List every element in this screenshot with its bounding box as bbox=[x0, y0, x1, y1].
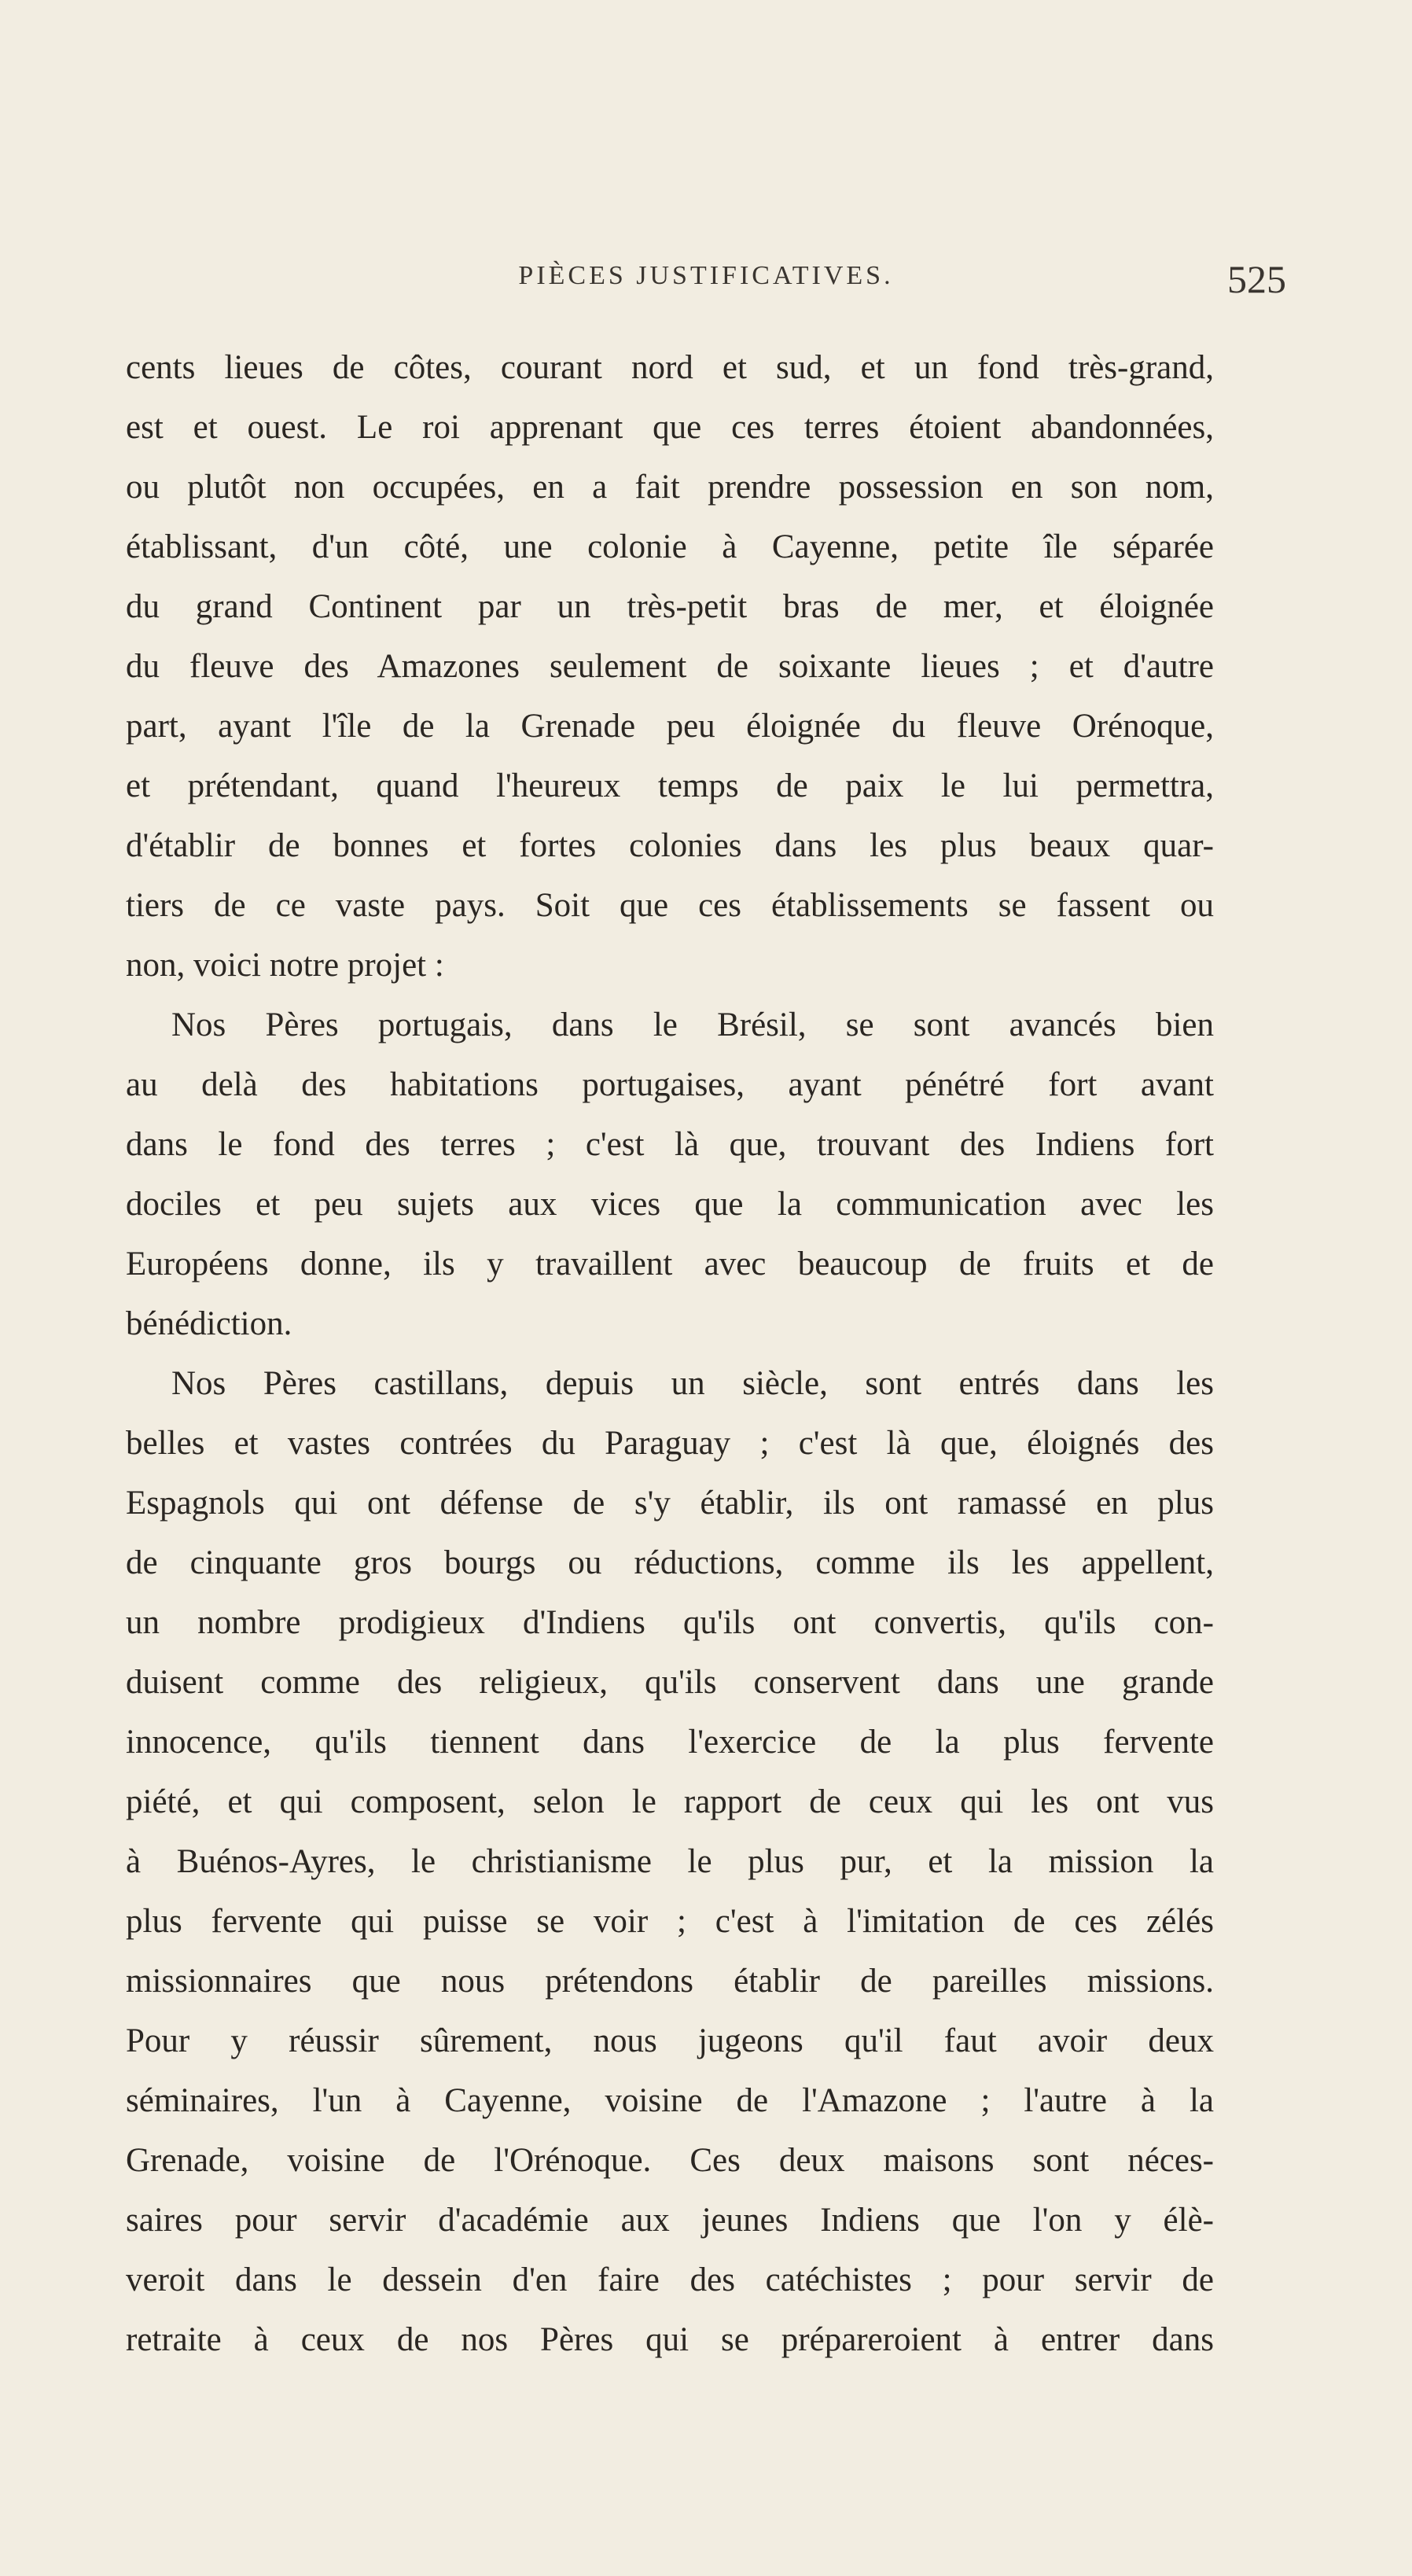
text-line: cents lieues de côtes, courant nord et sud, et un fond très-grand, bbox=[126, 349, 1214, 386]
text-line: retraite à ceux de nos Pères qui se prépareroient à entrer dans bbox=[126, 2321, 1214, 2358]
text-line: belles et vastes contrées du Paraguay ; c'est là que, éloignés des bbox=[126, 1425, 1214, 1462]
text-line: Nos Pères portugais, dans le Brésil, se sont avancés bien bbox=[171, 1006, 1214, 1043]
running-title: PIÈCES JUSTIFICATIVES. bbox=[518, 261, 894, 290]
text-line: saires pour servir d'académie aux jeunes Indiens que l'on y élè- bbox=[126, 2202, 1214, 2239]
text-line: piété, et qui composent, selon le rapport de ceux qui les ont vus bbox=[126, 1783, 1214, 1820]
text-line: part, ayant l'île de la Grenade peu éloignée du fleuve Orénoque, bbox=[126, 708, 1214, 745]
page-number: 525 bbox=[1227, 257, 1286, 301]
text-line: est et ouest. Le roi apprenant que ces terres étoient abandonnées, bbox=[126, 409, 1214, 446]
text-line: et prétendant, quand l'heureux temps de paix le lui permettra, bbox=[126, 767, 1214, 804]
text-line: du fleuve des Amazones seulement de soixante lieues ; et d'autre bbox=[126, 648, 1214, 685]
body-text bbox=[126, 338, 1214, 2370]
text-line: tiers de ce vaste pays. Soit que ces établissements se fassent ou bbox=[126, 887, 1214, 924]
text-line: dans le fond des terres ; c'est là que, trouvant des Indiens fort bbox=[126, 1126, 1214, 1163]
text-line: Européens donne, ils y travaillent avec beaucoup de fruits et de bbox=[126, 1246, 1214, 1282]
text-line: innocence, qu'ils tiennent dans l'exercice de la plus fervente bbox=[126, 1724, 1214, 1761]
text-line: Grenade, voisine de l'Orénoque. Ces deux maisons sont néces- bbox=[126, 2142, 1214, 2179]
text-line: Pour y réussir sûrement, nous jugeons qu'il faut avoir deux bbox=[126, 2022, 1214, 2059]
text-line: de cinquante gros bourgs ou réductions, comme ils les appellent, bbox=[126, 1544, 1214, 1581]
text-line: d'établir de bonnes et fortes colonies dans les plus beaux quar- bbox=[126, 827, 1214, 864]
text-line: plus fervente qui puisse se voir ; c'est à l'imitation de ces zélés bbox=[126, 1903, 1214, 1940]
text-line: veroit dans le dessein d'en faire des catéchistes ; pour servir de bbox=[126, 2261, 1214, 2298]
text-line: séminaires, l'un à Cayenne, voisine de l'Amazone ; l'autre à la bbox=[126, 2082, 1214, 2119]
text-line: à Buénos-Ayres, le christianisme le plus pur, et la mission la bbox=[126, 1843, 1214, 1880]
text-line: établissant, d'un côté, une colonie à Cayenne, petite île séparée bbox=[126, 528, 1214, 565]
text-line: du grand Continent par un très-petit bras de mer, et éloignée bbox=[126, 588, 1214, 625]
paragraph-3 bbox=[126, 1354, 1214, 2370]
text-line: bénédiction. bbox=[126, 1305, 292, 1342]
text-line: ou plutôt non occupées, en a fait prendre possession en son nom, bbox=[126, 469, 1214, 506]
text-line: dociles et peu sujets aux vices que la communication avec les bbox=[126, 1186, 1214, 1223]
text-line: Nos Pères castillans, depuis un siècle, sont entrés dans les bbox=[171, 1365, 1214, 1402]
text-line: un nombre prodigieux d'Indiens qu'ils ont convertis, qu'ils con- bbox=[126, 1604, 1214, 1641]
text-line: missionnaires que nous prétendons établir de pareilles missions. bbox=[126, 1963, 1214, 2000]
paragraph-2 bbox=[126, 995, 1214, 1354]
text-line: non, voici notre projet : bbox=[126, 947, 444, 984]
text-line: Espagnols qui ont défense de s'y établir, ils ont ramassé en plus bbox=[126, 1485, 1214, 1522]
running-head bbox=[126, 257, 1286, 308]
text-line: duisent comme des religieux, qu'ils conservent dans une grande bbox=[126, 1664, 1214, 1701]
paragraph-1 bbox=[126, 338, 1214, 995]
text-line: au delà des habitations portugaises, ayant pénétré fort avant bbox=[126, 1066, 1214, 1103]
